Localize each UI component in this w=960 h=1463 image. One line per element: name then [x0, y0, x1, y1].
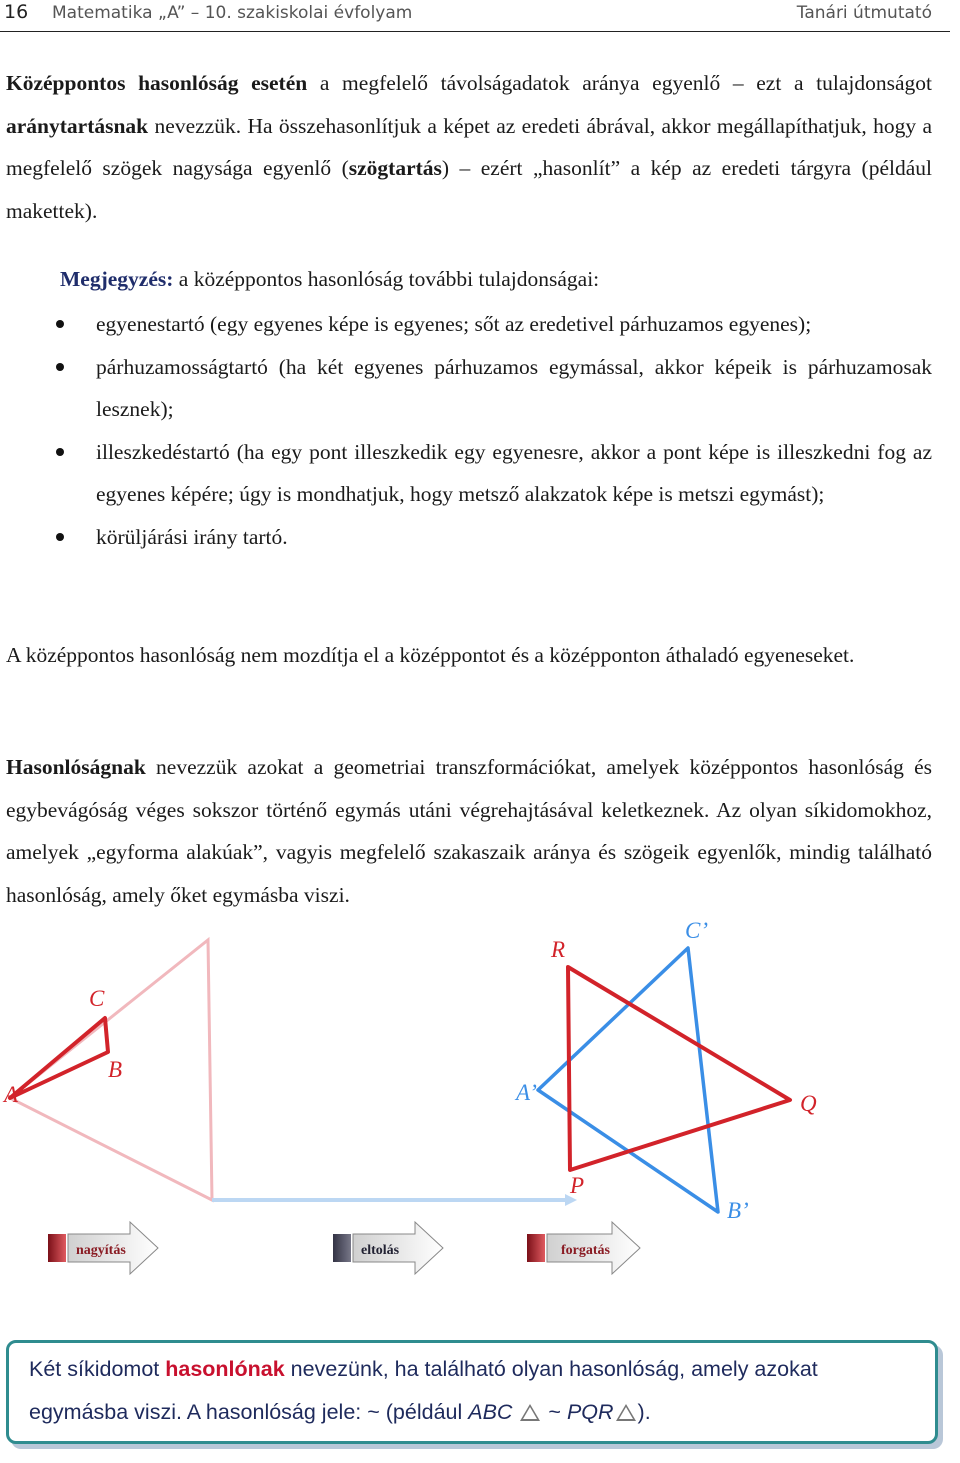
similarity-figure	[0, 920, 820, 1280]
arrow-translation	[333, 1222, 443, 1274]
label-c: C	[89, 986, 105, 1011]
term-central-similarity: Középpontos hasonlóság esetén	[6, 71, 308, 95]
page-header	[0, 0, 960, 30]
triangle-name-pqr: PQR	[566, 1400, 614, 1424]
note-text: a középpontos hasonlóság további tulajdonságai:	[173, 267, 600, 291]
text: ) – ezért „hasonlít” a kép az eredeti tárgyra (például makettek).	[6, 156, 933, 223]
triangle-name-abc: ABC	[468, 1400, 513, 1424]
arrow-enlargement	[48, 1222, 158, 1274]
label-b-prime: B’	[727, 1198, 749, 1223]
text: nevezünk, ha található olyan hasonlóság, amely azokat egymásba viszi. A hasonlóság jele: ~ (például	[29, 1357, 818, 1424]
page-number: 16	[4, 1, 29, 23]
paragraph-central-similarity	[6, 62, 932, 232]
property-list	[96, 303, 932, 558]
text: Két síkidomot	[29, 1357, 166, 1381]
text: nevezzük. Ha összehasonlítjuk a képet az eredeti ábrával, akkor megállapíthatjuk, hogy a megfelelő szögek nagysága egyenlő (	[6, 113, 932, 180]
label-q: Q	[800, 1091, 817, 1116]
triangle-icon	[520, 1404, 540, 1421]
triangle-pqr	[568, 967, 790, 1170]
note-label: Megjegyzés:	[60, 267, 174, 291]
list-item: egyenestartó (egy egyenes képe is egyenes; sőt az eredetivel párhuzamos egyenes);	[96, 303, 932, 346]
list-item: illeszkedéstartó (ha egy pont illeszkedik egy egyenesre, akkor a pont képe is illeszkedni fog az egyenes képére; úgy is mondhatjuk, hogy metsző alakzatok képe is metszi egymást);	[96, 431, 932, 516]
triangle-abc	[10, 1018, 108, 1098]
header-section: Tanári útmutató	[796, 3, 932, 23]
header-title: Matematika „A” – 10. szakiskolai évfolyam	[52, 3, 413, 23]
paragraph-fixed-center: A középpontos hasonlóság nem mozdítja el a középpontot és a középponton áthaladó egyeneseket.	[6, 643, 855, 667]
note-heading	[60, 258, 599, 300]
similarity-sign: ~	[542, 1400, 567, 1424]
arrow-rotation	[527, 1222, 640, 1274]
triangle-icon	[616, 1404, 636, 1421]
arrow-label-translation: eltolás	[361, 1243, 400, 1258]
arrow-label-rotation: forgatás	[561, 1243, 610, 1258]
arrow-label-enlargement: nagyítás	[76, 1243, 126, 1258]
term-angle-preserving: szögtartás	[348, 156, 442, 180]
label-r: R	[551, 937, 566, 962]
definition-box	[6, 1340, 938, 1444]
header-rule	[0, 31, 950, 32]
text: a megfelelő távolságadatok aránya egyenlő – ezt a tulajdonságot	[307, 71, 932, 95]
label-p: P	[570, 1173, 585, 1198]
paragraph-similarity-definition	[6, 746, 932, 916]
label-c-prime: C’	[685, 920, 708, 943]
list-item: körüljárási irány tartó.	[96, 516, 932, 559]
text: nevezzük azokat a geometriai transzformációkat, amelyek középpontos hasonlóság és egybevágóság véges sokszor történő egymás utáni végrehajtásával keletkeznek. Az olyan síkidomokhoz, amelyek „egyforma alakúak”, vagyis megfelelő szakaszaik aránya és szögeik egyenlők, mindig található hasonlóság, amely őket egymásba viszi.	[6, 755, 932, 907]
triangle-abc-image	[538, 948, 718, 1212]
label-a: A	[4, 1082, 19, 1107]
text: ).	[637, 1400, 651, 1424]
list-item: párhuzamosságtartó (ha két egyenes párhuzamos egymással, akkor képeik is párhuzamosak lesznek);	[96, 346, 932, 431]
label-a-prime: A’	[516, 1080, 537, 1105]
term-ratio-preserving: aránytartásnak	[6, 113, 149, 138]
term-similarity: Hasonlóságnak	[6, 755, 146, 779]
label-b: B	[108, 1057, 123, 1082]
term-similar: hasonlónak	[165, 1357, 285, 1381]
